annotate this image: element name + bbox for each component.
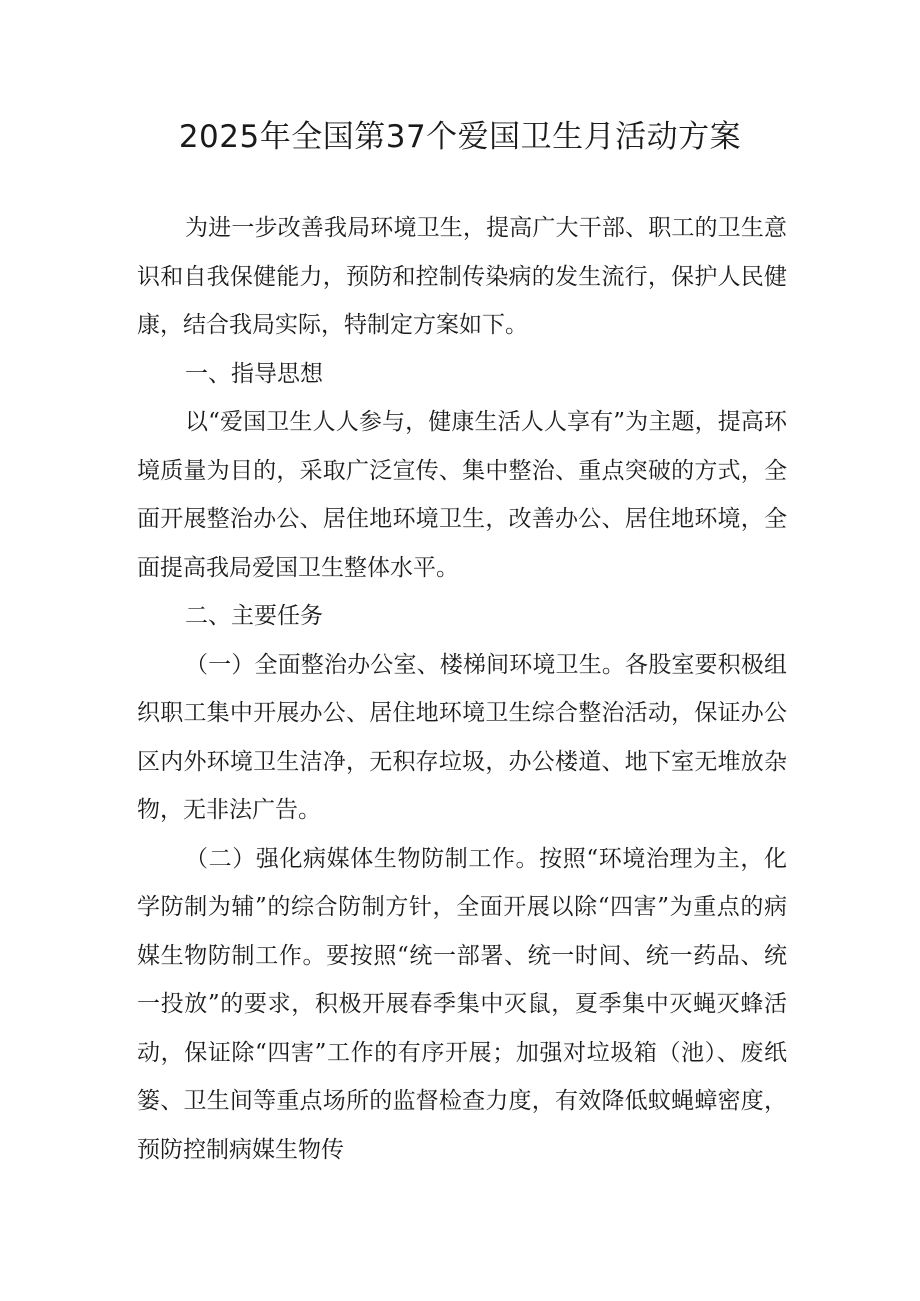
section-heading-guiding-thought: 一、指导思想 [185, 360, 323, 387]
task-two-paragraph: （二）强化病媒体生物防制工作。按照“环境治理为主，化学防制为辅”的综合防制方针，全面开展以除“四害”为重点的病媒生物防制工作。要按照“统一部署、统一时间、统一药品、统一投放”的要求，积极开展春季集中灭鼠，夏季集中灭蝇灭蜂活动，保证除“四害”工作的有序开展；加强对垃圾箱（池）、废纸篓、卫生间等重点场所的监督检查力度，有效降低蚊蝇蟑密度，预防控制病媒生物传 [137, 845, 787, 1163]
task-one-paragraph: （一）全面整治办公室、楼梯间环境卫生。各股室要积极组织职工集中开展办公、居住地环境卫生综合整治活动，保证办公区内外环境卫生洁净，无积存垃圾，办公楼道、地下室无堆放杂物，无非法广告。 [137, 651, 787, 823]
section-heading-main-tasks: 二、主要任务 [185, 603, 323, 629]
document-body [137, 204, 787, 1174]
guiding-thought-paragraph: 以“爱国卫生人人参与，健康生活人人享有”为主题，提高环境质量为目的，采取广泛宣传、集中整治、重点突破的方式，全面开展整治办公、居住地环境卫生，改善办公、居住地环境，全面提高我局爱国卫生整体水平。 [137, 409, 787, 581]
document-title: 2025年全国第37个爱国卫生月活动方案 [178, 119, 742, 155]
intro-paragraph: 为进一步改善我局环境卫生，提高广大干部、职工的卫生意识和自我保健能力，预防和控制传染病的发生流行，保护人民健康，结合我局实际，特制定方案如下。 [137, 215, 787, 338]
